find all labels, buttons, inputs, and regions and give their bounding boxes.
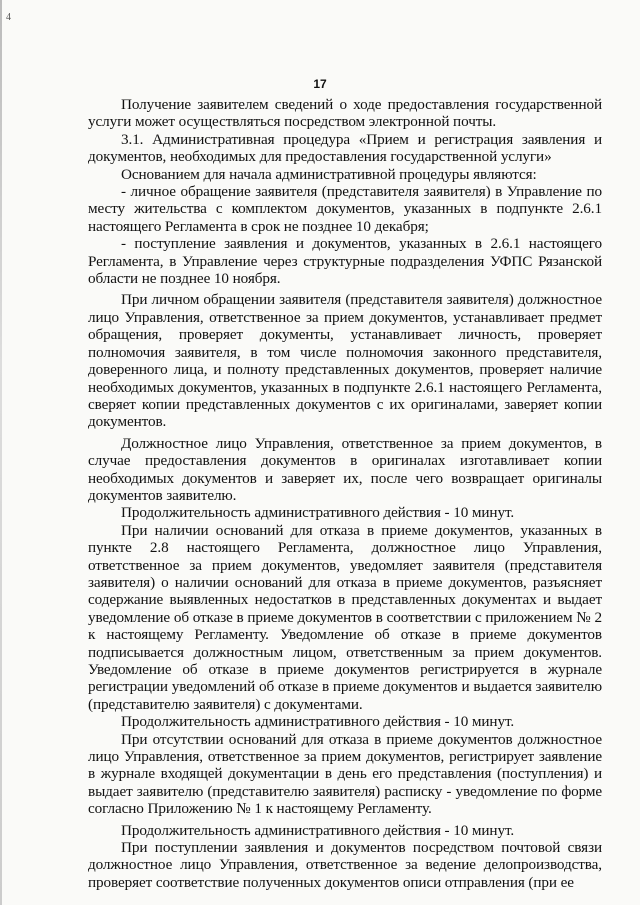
paragraph: - личное обращение заявителя (представителя заявителя) в Управление по месту жительства с комплектом документов, указанных в подпункте 2.6.1 настоящего Регламента в срок не позднее 10 декабря; — [88, 183, 602, 235]
paragraph: При наличии оснований для отказа в приеме документов, указанных в пункте 2.8 настоящего Регламента, должностное лицо Управления, ответственное за прием документов, уведомляет заявителя (представителя заявителя) о наличии оснований для отказа в приеме документов, разъясняет содержание выявленных недостатков в представленных документах и выдает уведомление об отказе в приеме документов в соответствии с приложением № 2 к настоящему Регламенту. Уведомление об отказе в приеме документов подписывается должностным лицом, ответственным за прием документов. Уведомление об отказе в приеме документов регистрируется в журнале регистрации уведомлений об отказе в приеме документов и выдается заявителю (представителю заявителя) с документами. — [88, 521, 602, 713]
paragraph: Продолжительность административного действия - 10 минут. — [121, 504, 515, 522]
paragraph: Основанием для начала административной процедуры являются: — [121, 165, 537, 183]
paragraph: Получение заявителем сведений о ходе предоставления государственной услуги может осуществляться посредством электронной почты. — [88, 96, 602, 131]
paragraph: При поступлении заявления и документов посредством почтовой связи должностное лицо Управления, ответственное за ведение делопроизводства, проверяет соответствие полученных документов описи отправления (при ее — [88, 839, 602, 891]
paragraph: - поступление заявления и документов, указанных в 2.6.1 настоящего Регламента, в Управление через структурные подразделения УФПС Рязанской области не позднее 10 ноября. — [88, 235, 602, 288]
paragraph: Продолжительность административного действия - 10 минут. — [121, 713, 515, 731]
document-body — [88, 96, 602, 891]
paragraph: Должностное лицо Управления, ответственное за прием документов, в случае предоставления документов в оригиналах изготавливает копии необходимых документов и заверяет их, после чего возвращает оригиналы документов заявителю. — [88, 434, 602, 504]
paragraph: При личном обращении заявителя (представителя заявителя) должностное лицо Управления, ответственное за прием документов, устанавливает предмет обращения, проверяет документы, устанавливает личность, проверяет полномочия заявителя, в том числе полномочия законного представителя, доверенного лица, и полноту представленных документов, проверяет наличие необходимых документов, указанных в подпункте 2.6.1 настоящего Регламента, сверяет копии представленных документов с их оригиналами, заверяет копии документов. — [88, 291, 602, 431]
page-number: 17 — [313, 77, 327, 91]
paragraph: При отсутствии оснований для отказа в приеме документов должностное лицо Управления, ответственное за прием документов, регистрирует заявление в журнале входящей документации в день его представления (поступления) и выдает заявителю (представителю заявителя) расписку - уведомление по форме согласно Приложению № 1 к настоящему Регламенту. — [88, 730, 602, 818]
paragraph: 3.1. Административная процедура «Прием и регистрация заявления и документов, необходимых для предоставления государственной услуги» — [88, 130, 602, 166]
paragraph: Продолжительность административного действия - 10 минут. — [121, 821, 515, 839]
margin-mark: 4 — [6, 12, 11, 23]
scan-edge — [0, 0, 2, 905]
